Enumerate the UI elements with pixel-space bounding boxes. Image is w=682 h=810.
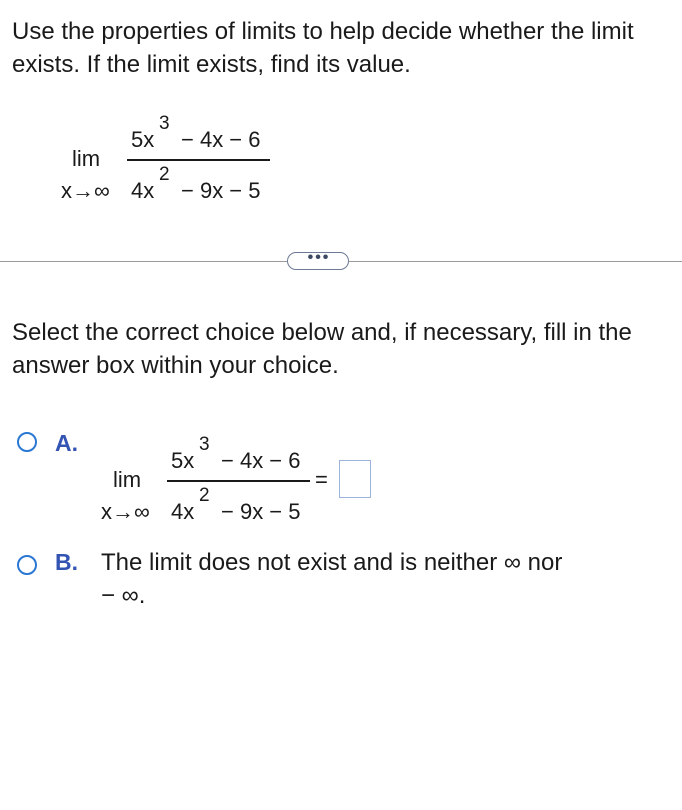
choice-a-numerator-term: 5x: [171, 448, 195, 473]
choice-a-denominator-exponent: 2: [199, 485, 210, 506]
choice-b-text-line2: − ∞.: [101, 582, 146, 609]
approach-label: x→∞: [61, 178, 110, 203]
choice-a-denominator-rest: − 9x − 5: [221, 499, 301, 524]
expand-ellipsis-button[interactable]: •••: [287, 252, 349, 270]
choice-a-numerator-exponent: 3: [199, 434, 210, 455]
numerator-exponent: 3: [159, 113, 170, 134]
denominator-term: 4x: [131, 178, 155, 203]
fraction-bar: [127, 159, 270, 161]
numerator-term: 5x: [131, 127, 155, 152]
select-prompt-text: Select the correct choice below and, if necessary, fill in the answer box within your choice.: [12, 319, 632, 379]
choice-a-denominator-term: 4x: [171, 499, 195, 524]
choice-b-radio[interactable]: [17, 555, 37, 575]
choice-a-radio[interactable]: [17, 432, 37, 452]
numerator-rest: − 4x − 6: [181, 127, 261, 152]
choice-b-text-line1: The limit does not exist and is neither ∞ nor: [101, 549, 563, 576]
choice-a-answer-box[interactable]: [339, 460, 371, 498]
choice-a-numerator-rest: − 4x − 6: [221, 448, 301, 473]
denominator-exponent: 2: [159, 164, 170, 185]
choice-b-letter: B.: [55, 549, 78, 575]
instructions-text: Use the properties of limits to help decide whether the limit exists. If the limit exists, find its value.: [12, 18, 634, 78]
choice-a-equals-sign: =: [315, 467, 328, 492]
choice-a-fraction-bar: [167, 480, 310, 482]
denominator-rest: − 9x − 5: [181, 178, 261, 203]
choice-a-approach-label: x→∞: [101, 499, 150, 524]
lim-label: lim: [72, 146, 101, 171]
choice-a-letter: A.: [55, 430, 78, 456]
divider-line-right: [349, 261, 682, 262]
choice-a-lim-label: lim: [113, 467, 142, 492]
divider-line-left: [0, 261, 287, 262]
